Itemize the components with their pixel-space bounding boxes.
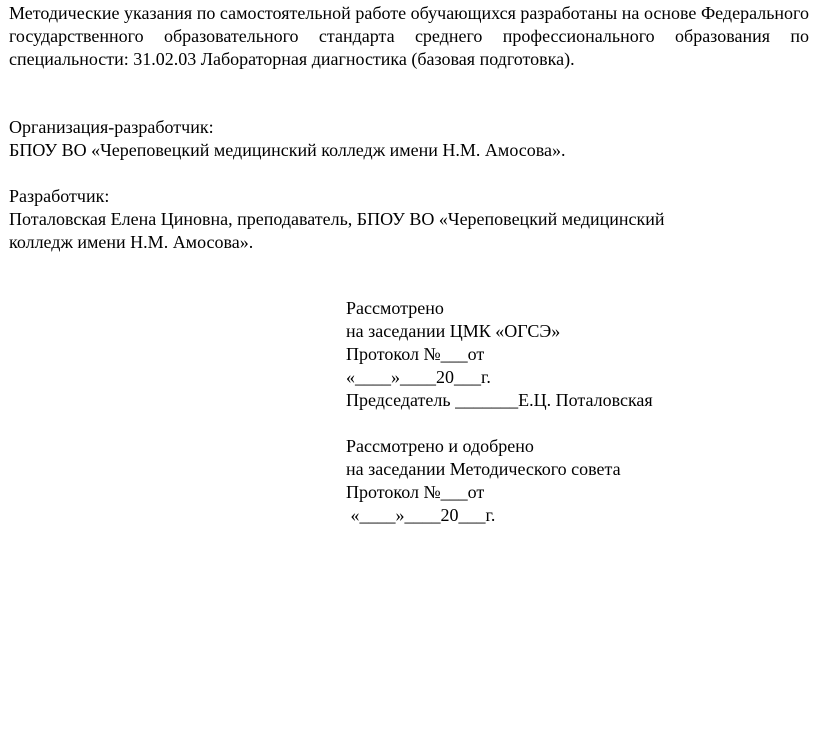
council-review-block [346, 435, 653, 527]
approval-section [346, 297, 653, 527]
cmk-review-date: «____»____20___г. [346, 367, 491, 387]
cmk-review-chairman: Председатель _______Е.Ц. Поталовская [346, 390, 653, 410]
developer-organization-block [9, 116, 809, 162]
developer-name-line-2: колледж имени Н.М. Амосова». [9, 232, 254, 252]
developer-label: Разработчик: [9, 186, 110, 206]
organization-label: Организация-разработчик: [9, 117, 214, 137]
council-review-title: Рассмотрено и одобрено [346, 436, 534, 456]
cmk-review-protocol: Протокол №___от [346, 344, 485, 364]
organization-name: БПОУ ВО «Череповецкий медицинский колледж имени Н.М. Амосова». [9, 140, 566, 160]
developer-name-line-1: Поталовская Елена Циновна, преподаватель, БПОУ ВО «Череповецкий медицинский [9, 209, 665, 229]
cmk-review-meeting: на заседании ЦМК «ОГСЭ» [346, 321, 561, 341]
cmk-review-block [346, 297, 653, 412]
cmk-review-title: Рассмотрено [346, 298, 444, 318]
document-page [9, 0, 809, 254]
council-review-protocol: Протокол №___от [346, 482, 485, 502]
intro-paragraph: Методические указания по самостоятельной работе обучающихся разработаны на основе Федерального государственного образовательного стандарта среднего профессионального образования по специальности: 31.02.03 Лабораторная диагностика (базовая подготовка). [9, 3, 809, 69]
developer-block [9, 185, 809, 254]
council-review-meeting: на заседании Методического совета [346, 459, 621, 479]
council-review-date: «____»____20___г. [346, 505, 496, 525]
